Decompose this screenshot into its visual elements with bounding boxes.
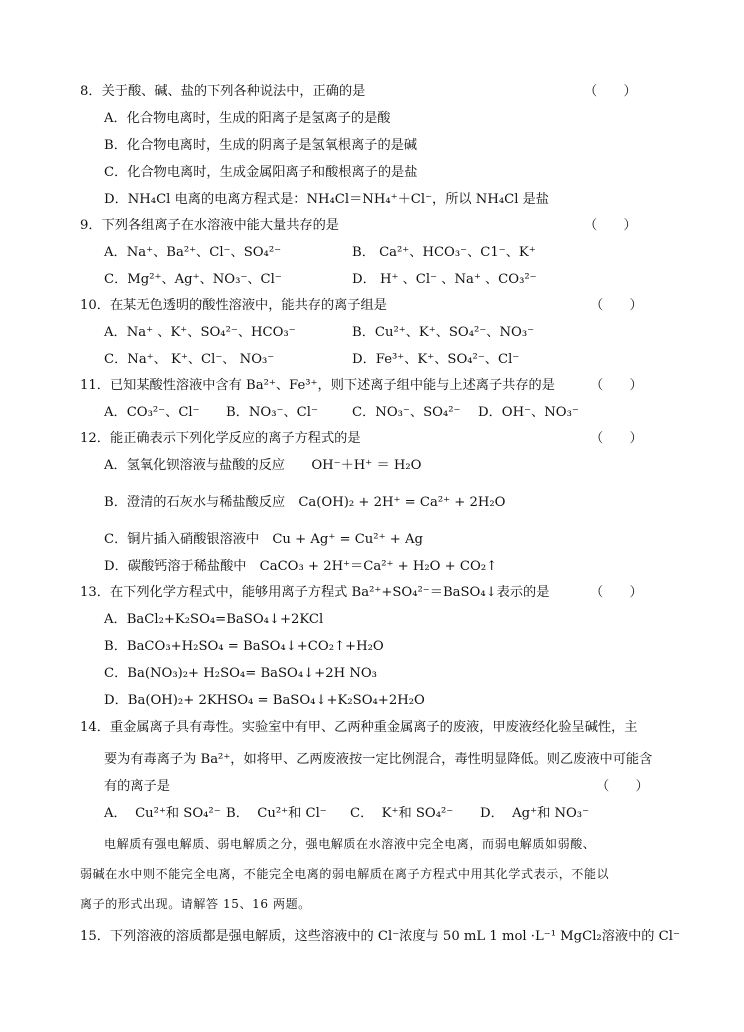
q11-answer-paren: （ ） bbox=[590, 378, 643, 393]
q8-option-a: A．化合物电离时，生成的阳离子是氢离子的是酸 bbox=[104, 111, 391, 126]
q8-answer-paren: （ ） bbox=[584, 84, 637, 99]
q13-stem: 13．在下列化学方程式中，能够用离子方程式 Ba²⁺+SO₄²⁻＝BaSO₄↓表示的是 bbox=[80, 585, 550, 600]
q12-option-c: C．铜片插入硝酸银溶液中 Cu + Ag⁺ = Cu²⁺ + Ag bbox=[104, 532, 423, 547]
q13-answer-paren: （ ） bbox=[590, 585, 643, 600]
q11-option-b: B．NO₃⁻、Cl⁻ bbox=[226, 405, 318, 420]
q8-option-d: D．NH₄Cl 电离的电离方程式是：NH₄Cl＝NH₄⁺＋Cl⁻，所以 NH₄Cl 是盐 bbox=[104, 192, 549, 207]
q14-answer-paren: （ ） bbox=[596, 779, 649, 794]
reading-note-line2: 弱碱在水中则不能完全电离，不能完全电离的弱电解质在离子方程式中用其化学式表示，不能以 bbox=[80, 867, 610, 881]
q11-option-a: A．CO₃²⁻、Cl⁻ bbox=[104, 405, 200, 420]
q12-option-d: D．碳酸钙溶于稀盐酸中 CaCO₃ + 2H⁺＝Ca²⁺ + H₂O + CO₂↑ bbox=[104, 559, 498, 574]
q8-option-c: C．化合物电离时，生成金属阳离子和酸根离子的是盐 bbox=[104, 165, 418, 180]
q11-stem: 11．已知某酸性溶液中含有 Ba²⁺、Fe³⁺，则下述离子组中能与上述离子共存的是 bbox=[80, 378, 555, 393]
q12-answer-paren: （ ） bbox=[590, 431, 643, 446]
q14-stem-line3: 有的离子是 bbox=[104, 779, 170, 794]
q15-stem: 15．下列溶液的溶质都是强电解质，这些溶液中的 Cl⁻浓度与 50 mL 1 mol ·L⁻¹ MgCl₂溶液中的 Cl⁻ bbox=[80, 929, 680, 944]
q14-option-d: D． Ag⁺和 NO₃⁻ bbox=[480, 806, 590, 821]
q13-option-d: D．Ba(OH)₂+ 2KHSO₄ = BaSO₄↓+K₂SO₄+2H₂O bbox=[104, 693, 425, 708]
q9-answer-paren: （ ） bbox=[584, 218, 637, 233]
q10-answer-paren: （ ） bbox=[590, 298, 643, 313]
q9-option-c: C．Mg²⁺、Ag⁺、NO₃⁻、Cl⁻ bbox=[104, 272, 282, 287]
q12-stem: 12．能正确表示下列化学反应的离子方程式的是 bbox=[80, 431, 361, 446]
q10-option-b: B．Cu²⁺、K⁺、SO₄²⁻、NO₃⁻ bbox=[352, 325, 535, 340]
q8-stem: 8．关于酸、碱、盐的下列各种说法中，正确的是 bbox=[80, 84, 366, 99]
q13-option-c: C．Ba(NO₃)₂+ H₂SO₄= BaSO₄↓+2H NO₃ bbox=[104, 666, 377, 681]
q11-option-c: C．NO₃⁻、SO₄²⁻ bbox=[352, 405, 461, 420]
q8-option-b: B．化合物电离时，生成的阴离子是氢氧根离子的是碱 bbox=[104, 138, 418, 153]
q10-stem: 10．在某无色透明的酸性溶液中，能共存的离子组是 bbox=[80, 298, 387, 313]
reading-note-line1: 电解质有强电解质、弱电解质之分，强电解质在水溶液中完全电离，而弱电解质如弱酸、 bbox=[104, 837, 596, 851]
reading-note-line3: 离子的形式出现。请解答 15、16 两题。 bbox=[80, 897, 311, 911]
q10-option-d: D．Fe³⁺、K⁺、SO₄²⁻、Cl⁻ bbox=[352, 352, 520, 367]
q13-option-b: B．BaCO₃+H₂SO₄ = BaSO₄↓+CO₂↑+H₂O bbox=[104, 639, 384, 654]
q12-option-b: B．澄清的石灰水与稀盐酸反应 Ca(OH)₂ + 2H⁺ = Ca²⁺ + 2H₂O bbox=[104, 495, 506, 510]
q10-option-c: C．Na⁺、 K⁺、Cl⁻、 NO₃⁻ bbox=[104, 352, 275, 367]
q14-option-c: C． K⁺和 SO₄²⁻ bbox=[350, 806, 454, 821]
q9-option-d: D． H⁺ 、Cl⁻ 、Na⁺ 、CO₃²⁻ bbox=[352, 272, 537, 287]
q9-option-b: B． Ca²⁺、HCO₃⁻、C1⁻、K⁺ bbox=[352, 245, 536, 260]
q9-option-a: A．Na⁺、Ba²⁺、Cl⁻、SO₄²⁻ bbox=[104, 245, 282, 260]
q12-option-a: A．氢氧化钡溶液与盐酸的反应 OH⁻＋H⁺ ＝ H₂O bbox=[104, 458, 422, 473]
q14-stem-line1: 14．重金属离子具有毒性。实验室中有甲、乙两种重金属离子的废液，甲废液经化验呈碱性，主 bbox=[80, 720, 638, 735]
q11-option-d: D．OH⁻、NO₃⁻ bbox=[478, 405, 579, 420]
q14-option-a: A． Cu²⁺和 SO₄²⁻ bbox=[104, 806, 221, 821]
q14-stem-line2: 要为有毒离子为 Ba²⁺，如将甲、乙两废液按一定比例混合，毒性明显降低。则乙废液中可能含 bbox=[104, 752, 653, 767]
q10-option-a: A．Na⁺ 、K⁺、SO₄²⁻、HCO₃⁻ bbox=[104, 325, 296, 340]
q9-stem: 9．下列各组离子在水溶液中能大量共存的是 bbox=[80, 218, 339, 233]
q14-option-b: B． Cu²⁺和 Cl⁻ bbox=[226, 806, 327, 821]
q13-option-a: A．BaCl₂+K₂SO₄=BaSO₄↓+2KCl bbox=[104, 612, 324, 627]
